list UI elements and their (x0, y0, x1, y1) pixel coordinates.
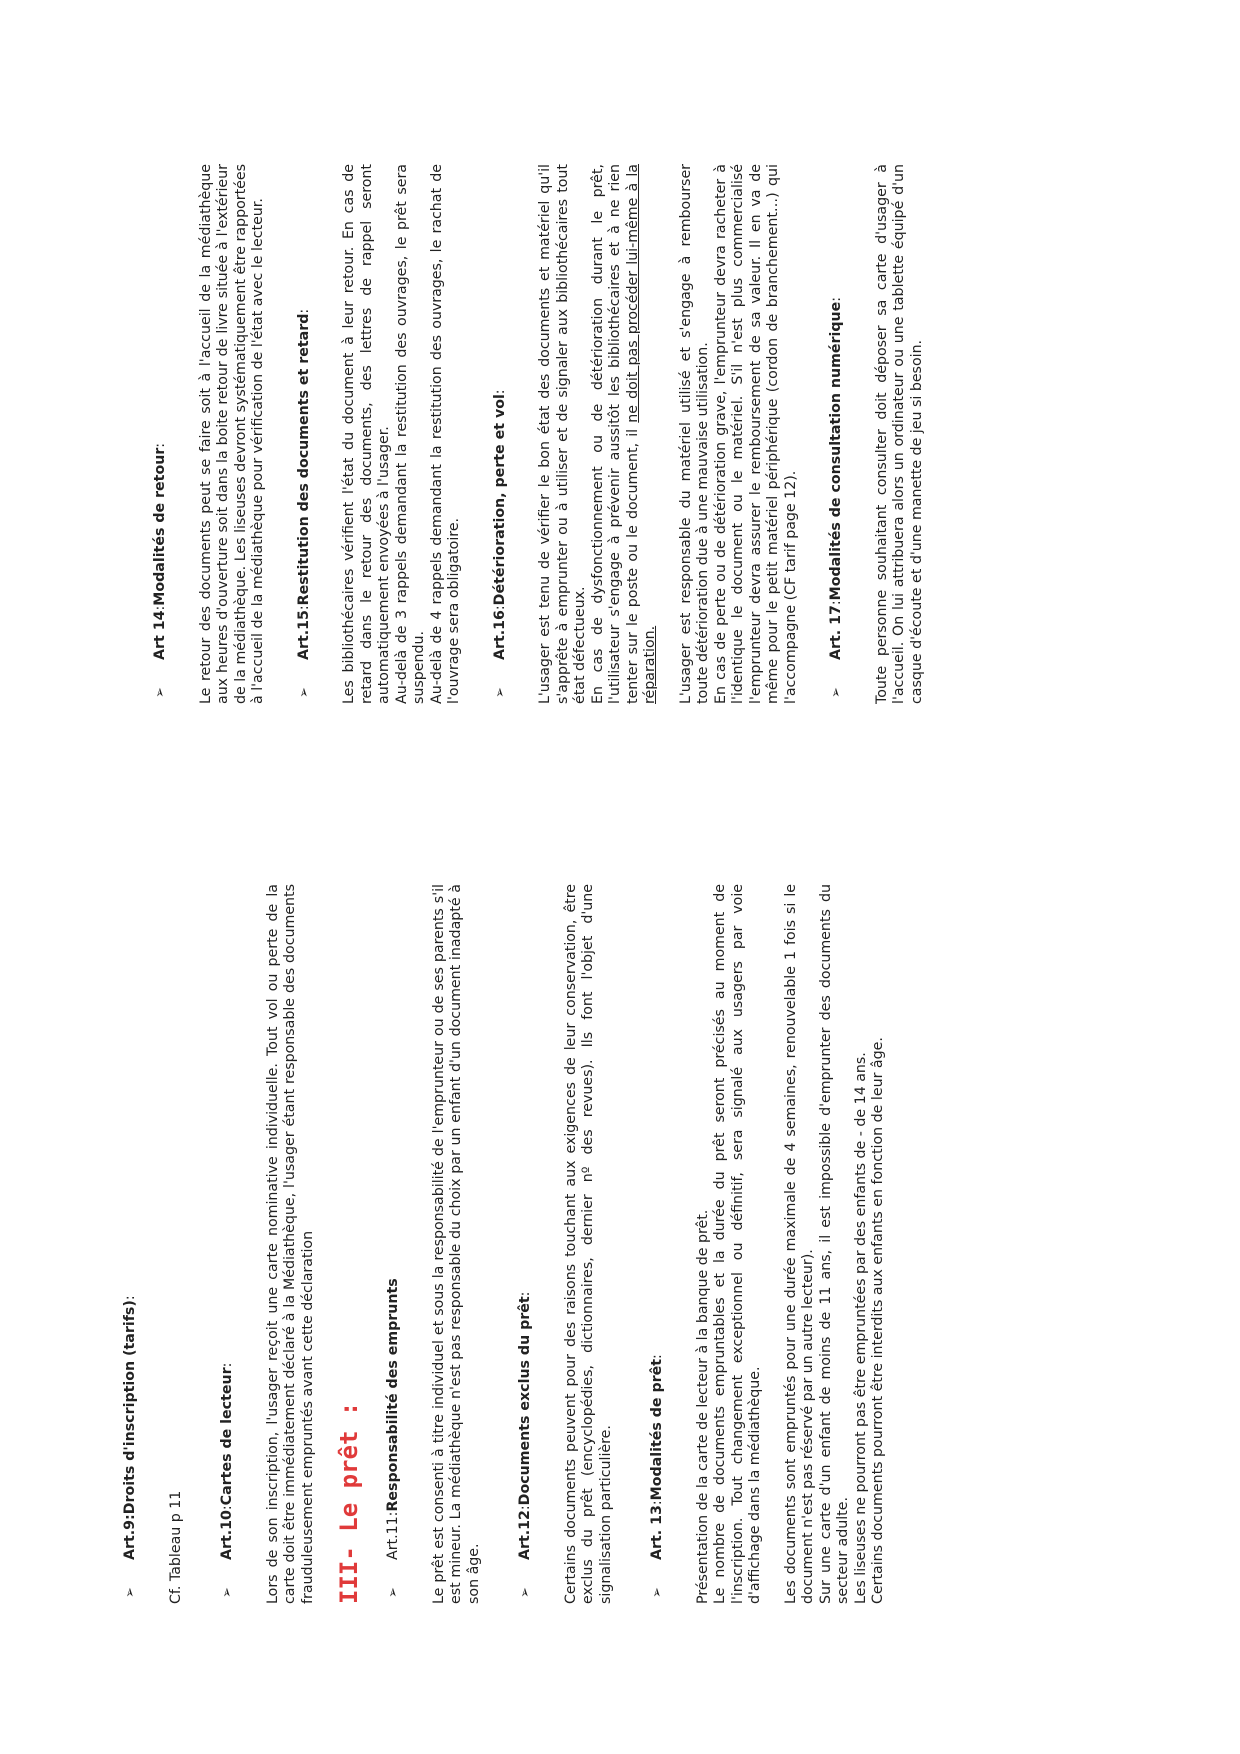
article-title: Modalités de consultation numérique (828, 301, 844, 601)
article-12-text: Certains documents peuvent pour des raisons touchant aux exigences de leur conservation, être exclus du prêt (encyclopédies, dictionnaires, dernier nº des revues). Ils font l'objet d'une signalisation particulière. (562, 884, 614, 1604)
article-11-heading: ➢ Art.11 : Responsabilité des emprunts (385, 1278, 401, 1598)
article-13-readers: Les liseuses ne pourront pas être empruntées par des enfants de - de 14 ans. (852, 1052, 869, 1604)
arrow-bullet-icon: ➢ (296, 687, 312, 698)
article-10-heading: ➢ Art.10 : Cartes de lecteur : (219, 1362, 235, 1598)
arrow-bullet-icon: ➢ (518, 1587, 533, 1598)
article-16-text: L'usager est tenu de vérifier le bon état des documents et matériel qu'il s'apprête à emprunter ou à utiliser et de signaler aux bibliothécaires tout état défectueux. (537, 164, 588, 704)
article-16-heading: ➢ Art.16 : Détérioration, perte et vol : (491, 389, 508, 698)
right-column (152, 164, 926, 704)
article-13-text: Le nombre de documents empruntables et la durée du prêt seront précisés au moment de l'inscription. Tout changement exceptionnel ou définitif, sera signalé aux usagers par voie d'affichage dans la médiathèque. (712, 884, 763, 1604)
arrow-bullet-icon: ➢ (220, 1587, 235, 1598)
article-12-heading: ➢ Art.12 : Documents exclus du prêt : (517, 1291, 533, 1598)
article-10-text: Lors de son inscription, l'usager reçoit une carte nominative individuelle. Tout vol ou perte de la carte doit être immédiatement déclaré à la Médiathèque, l'usager étant responsable des documents frauduleusement empruntés avant cette déclaration (264, 884, 316, 1604)
article-13-duration: Les documents sont empruntés pour une durée maximale de 4 semaines, renouvelable 1 fois si le document n'est pas réservé par un autre lecteur). (782, 884, 816, 1604)
article-16-malfunction: En cas de dysfonctionnement ou de détérioration durant le prêt, l'utilisateur s'engage à prévenir aussitôt les bibliothécaires et à ne rien tenter sur le poste ou le document, il ne doit pas procéder lui-même à la réparation. (589, 163, 658, 704)
arrow-bullet-icon: ➢ (153, 687, 168, 698)
article-title: Modalités de retour (152, 447, 168, 606)
article-title: Restitution des documents et retard (295, 313, 312, 606)
article-13-children: Sur une carte d'un enfant de moins de 11 ans, il est impossible d'emprunter des documents du secteur adulte. (817, 884, 851, 1604)
article-title: Détérioration, perte et vol (491, 394, 508, 606)
article-13-heading: ➢ Art. 13 : Modalités de prêt : (649, 1354, 665, 1598)
left-column (0, 884, 888, 1604)
article-15-text: Les bibliothécaires vérifient l'état du document à leur retour. En cas de retard dans le retour des documents, des lettres de rappel seront automatiquement envoyées à l'usager. (341, 164, 392, 704)
arrow-bullet-icon: ➢ (492, 687, 508, 698)
article-15-heading: ➢ Art.15 : Restitution des documents et retard : (295, 308, 312, 698)
underlined-warning: ne doit pas procéder lui-même à la réparation. (624, 163, 658, 704)
article-16-loss: En cas de perte ou de détérioration grave, l'emprunteur devra racheter à l'identique le document ou le matériel. S'il n'est plus commercialisé l'emprunteur devra assurer le remboursement de sa valeur. Il en va de même pour le petit matériel périphérique (cordon de branchement…) qui l'accompagne (CF tarif page 12). (712, 164, 799, 704)
section-heading: III- Le prêt : (335, 1401, 363, 1604)
article-13-line: Présentation de la carte de lecteur à la banque de prêt. (694, 1209, 711, 1604)
article-17-text: Toute personne souhaitant consulter doit déposer sa carte d'usager à l'accueil. On lui attribuera alors un ordinateur ou une tablette équipé d'un casque d'écoute et d'une manette de jeu si besoin. (873, 164, 925, 704)
article-9-heading: ➢ Art.9 : Droits d'inscription (tarifs) : (122, 1295, 138, 1598)
arrow-bullet-icon: ➢ (386, 1587, 401, 1598)
article-title: Documents exclus du prêt (517, 1296, 533, 1506)
article-11-text: Le prêt est consenti à titre individuel et sous la responsabilité de l'emprunteur ou de ses parents s'il est mineur. La médiathèque n'est pas responsable du choix par un enfant d'un document inadapté à son âge. (430, 884, 482, 1604)
article-15-suspension: Au-delà de 3 rappels demandant la restitution des ouvrages, le prêt sera suspendu. (393, 164, 427, 704)
article-16-responsibility: L'usager est responsable du matériel utilisé et s'engage à rembourser toute détérioration due à une mauvaise utilisation. (677, 164, 711, 704)
article-title: Responsabilité des emprunts (385, 1278, 401, 1512)
article-title: Modalités de prêt (649, 1358, 665, 1501)
article-9-text: Cf. Tableau p 11 (167, 1490, 184, 1604)
article-title: Cartes de lecteur (219, 1367, 235, 1506)
article-14-text: Le retour des documents peut se faire soit à l'accueil de la médiathèque aux heures d'ouverture soit dans la boite retour de livre située à l'extérieur de la médiathèque. Les liseuses devront systématiquement être rapportées à l'accueil de la médiathèque pour vérification de l'état avec le lecteur. (197, 164, 266, 704)
arrow-bullet-icon: ➢ (829, 687, 844, 698)
article-title: Droits d'inscription (tarifs) (122, 1300, 138, 1515)
arrow-bullet-icon: ➢ (123, 1587, 138, 1598)
article-14-heading: ➢ Art 14 : Modalités de retour : (152, 442, 168, 698)
arrow-bullet-icon: ➢ (650, 1587, 665, 1598)
article-15-repurchase: Au-delà de 4 rappels demandant la restitution des ouvrages, le rachat de l'ouvrage sera obligatoire. (428, 164, 462, 704)
article-17-heading: ➢ Art. 17 : Modalités de consultation numérique : (828, 296, 844, 698)
article-13-age: Certains documents pourront être interdits aux enfants en fonction de leur âge. (870, 1037, 886, 1604)
